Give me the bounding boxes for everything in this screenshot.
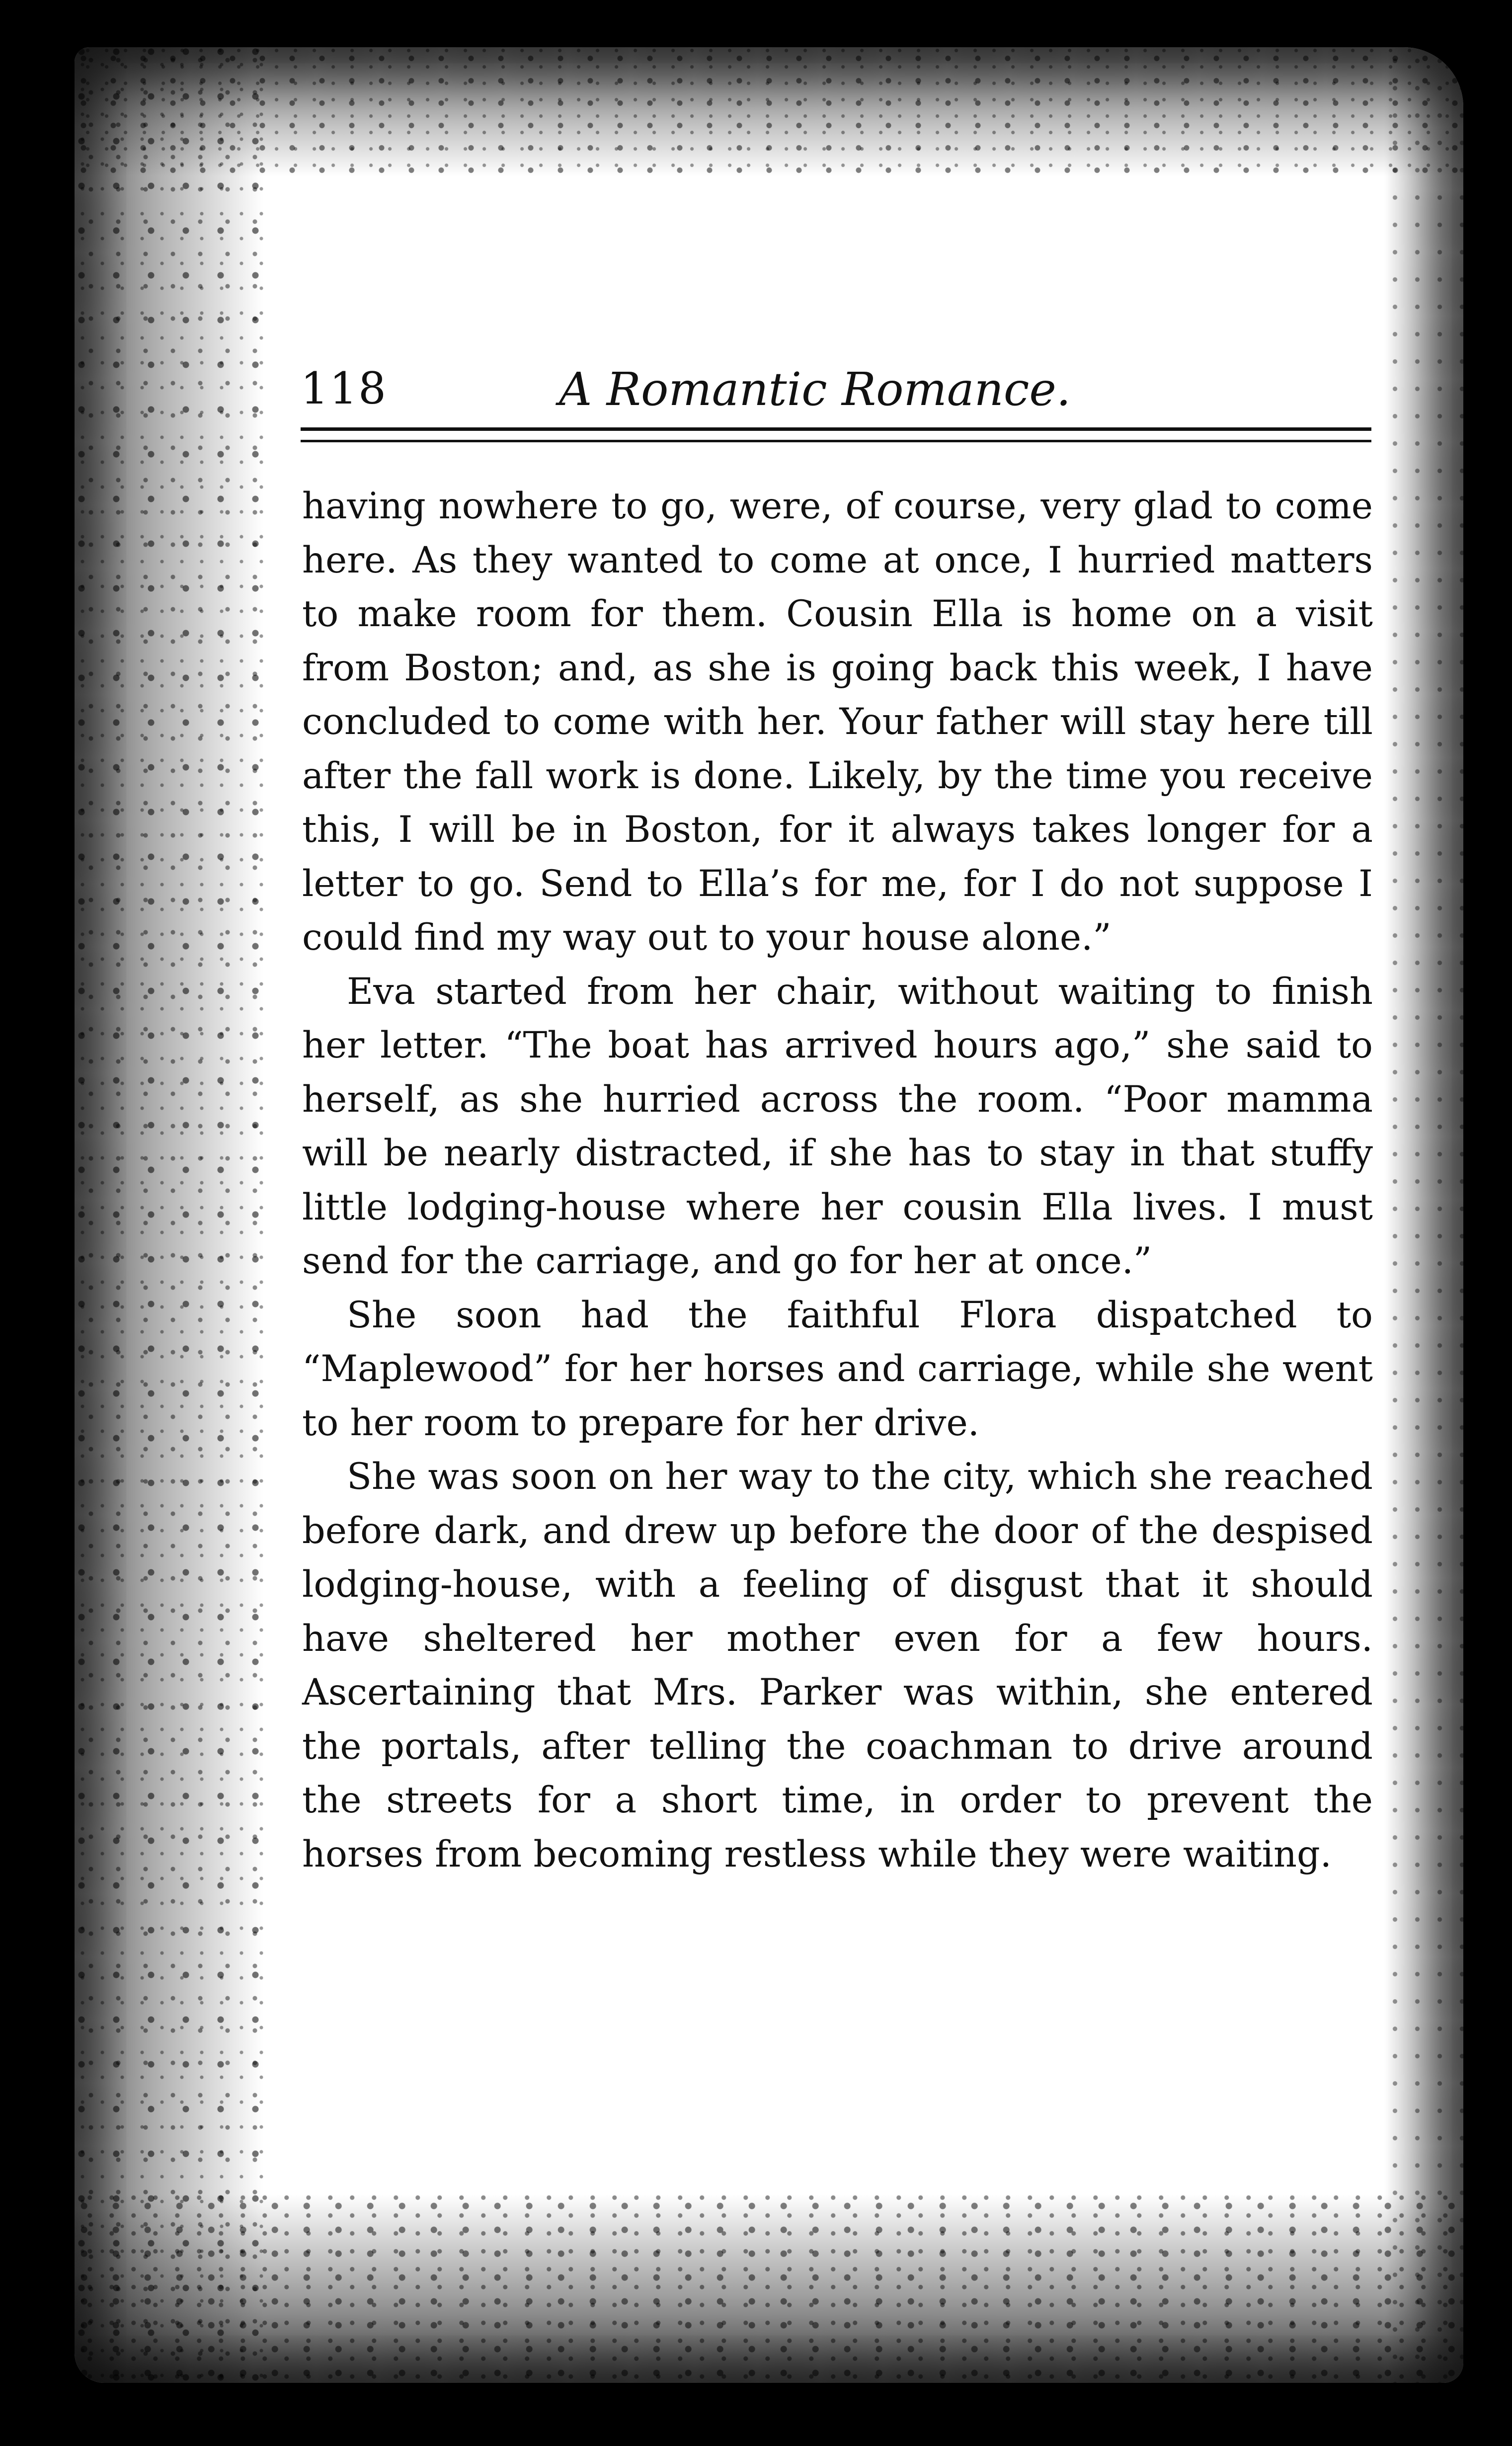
- scan-noise-bottom: [75, 2194, 1463, 2383]
- paragraph-4: She was soon on her way to the city, which she reached before dark, and drew up before the door of the despised lodging-house, with a feeling of disgust that it should have sheltered her mother even for a few hours. Ascertaining that Mrs. Parker was within, she entered the portals, after telling the coachman to drive around the streets for a short time, in order to prevent the horses from becoming restless while they were waiting.: [302, 1456, 1373, 1875]
- body-text: [302, 480, 1373, 1881]
- header-rule-bottom: [301, 440, 1371, 442]
- scan-noise-left: [75, 47, 263, 2383]
- paragraph-3: She soon had the faithful Flora dispatched to “Maplewood” for her horses and carriage, while she went to her room to prepare for her drive.: [302, 1294, 1373, 1444]
- scan-noise-top: [75, 47, 1463, 176]
- scan-noise-right: [1384, 47, 1463, 2383]
- running-head-title: A Romantic Romance.: [559, 363, 1071, 416]
- paragraph-1: having nowhere to go, were, of course, very glad to come here. As they wanted to come at once, I hurried matters to make room for them. Cousin Ella is home on a visit from Boston; and, as she is going back this week, I have concluded to come with her. Your father will stay here till after the fall work is done. Likely, by the time you receive this, I will be in Boston, for it always takes longer for a letter to go. Send to Ella’s for me, for I do not suppose I could find my way out to your house alone.”: [302, 485, 1373, 959]
- page-number: 118: [301, 363, 387, 414]
- paragraph-2: Eva started from her chair, without waiting to finish her letter. “The boat has arrived hours ago,” she said to herself, as she hurried across the room. “Poor mamma will be nearly distracted, if she has to stay in that stuffy little lodging-house where her cousin Ella lives. I must send for the carriage, and go for her at once.”: [302, 970, 1373, 1282]
- page-header: [301, 348, 1371, 417]
- header-rule-top: [301, 427, 1371, 431]
